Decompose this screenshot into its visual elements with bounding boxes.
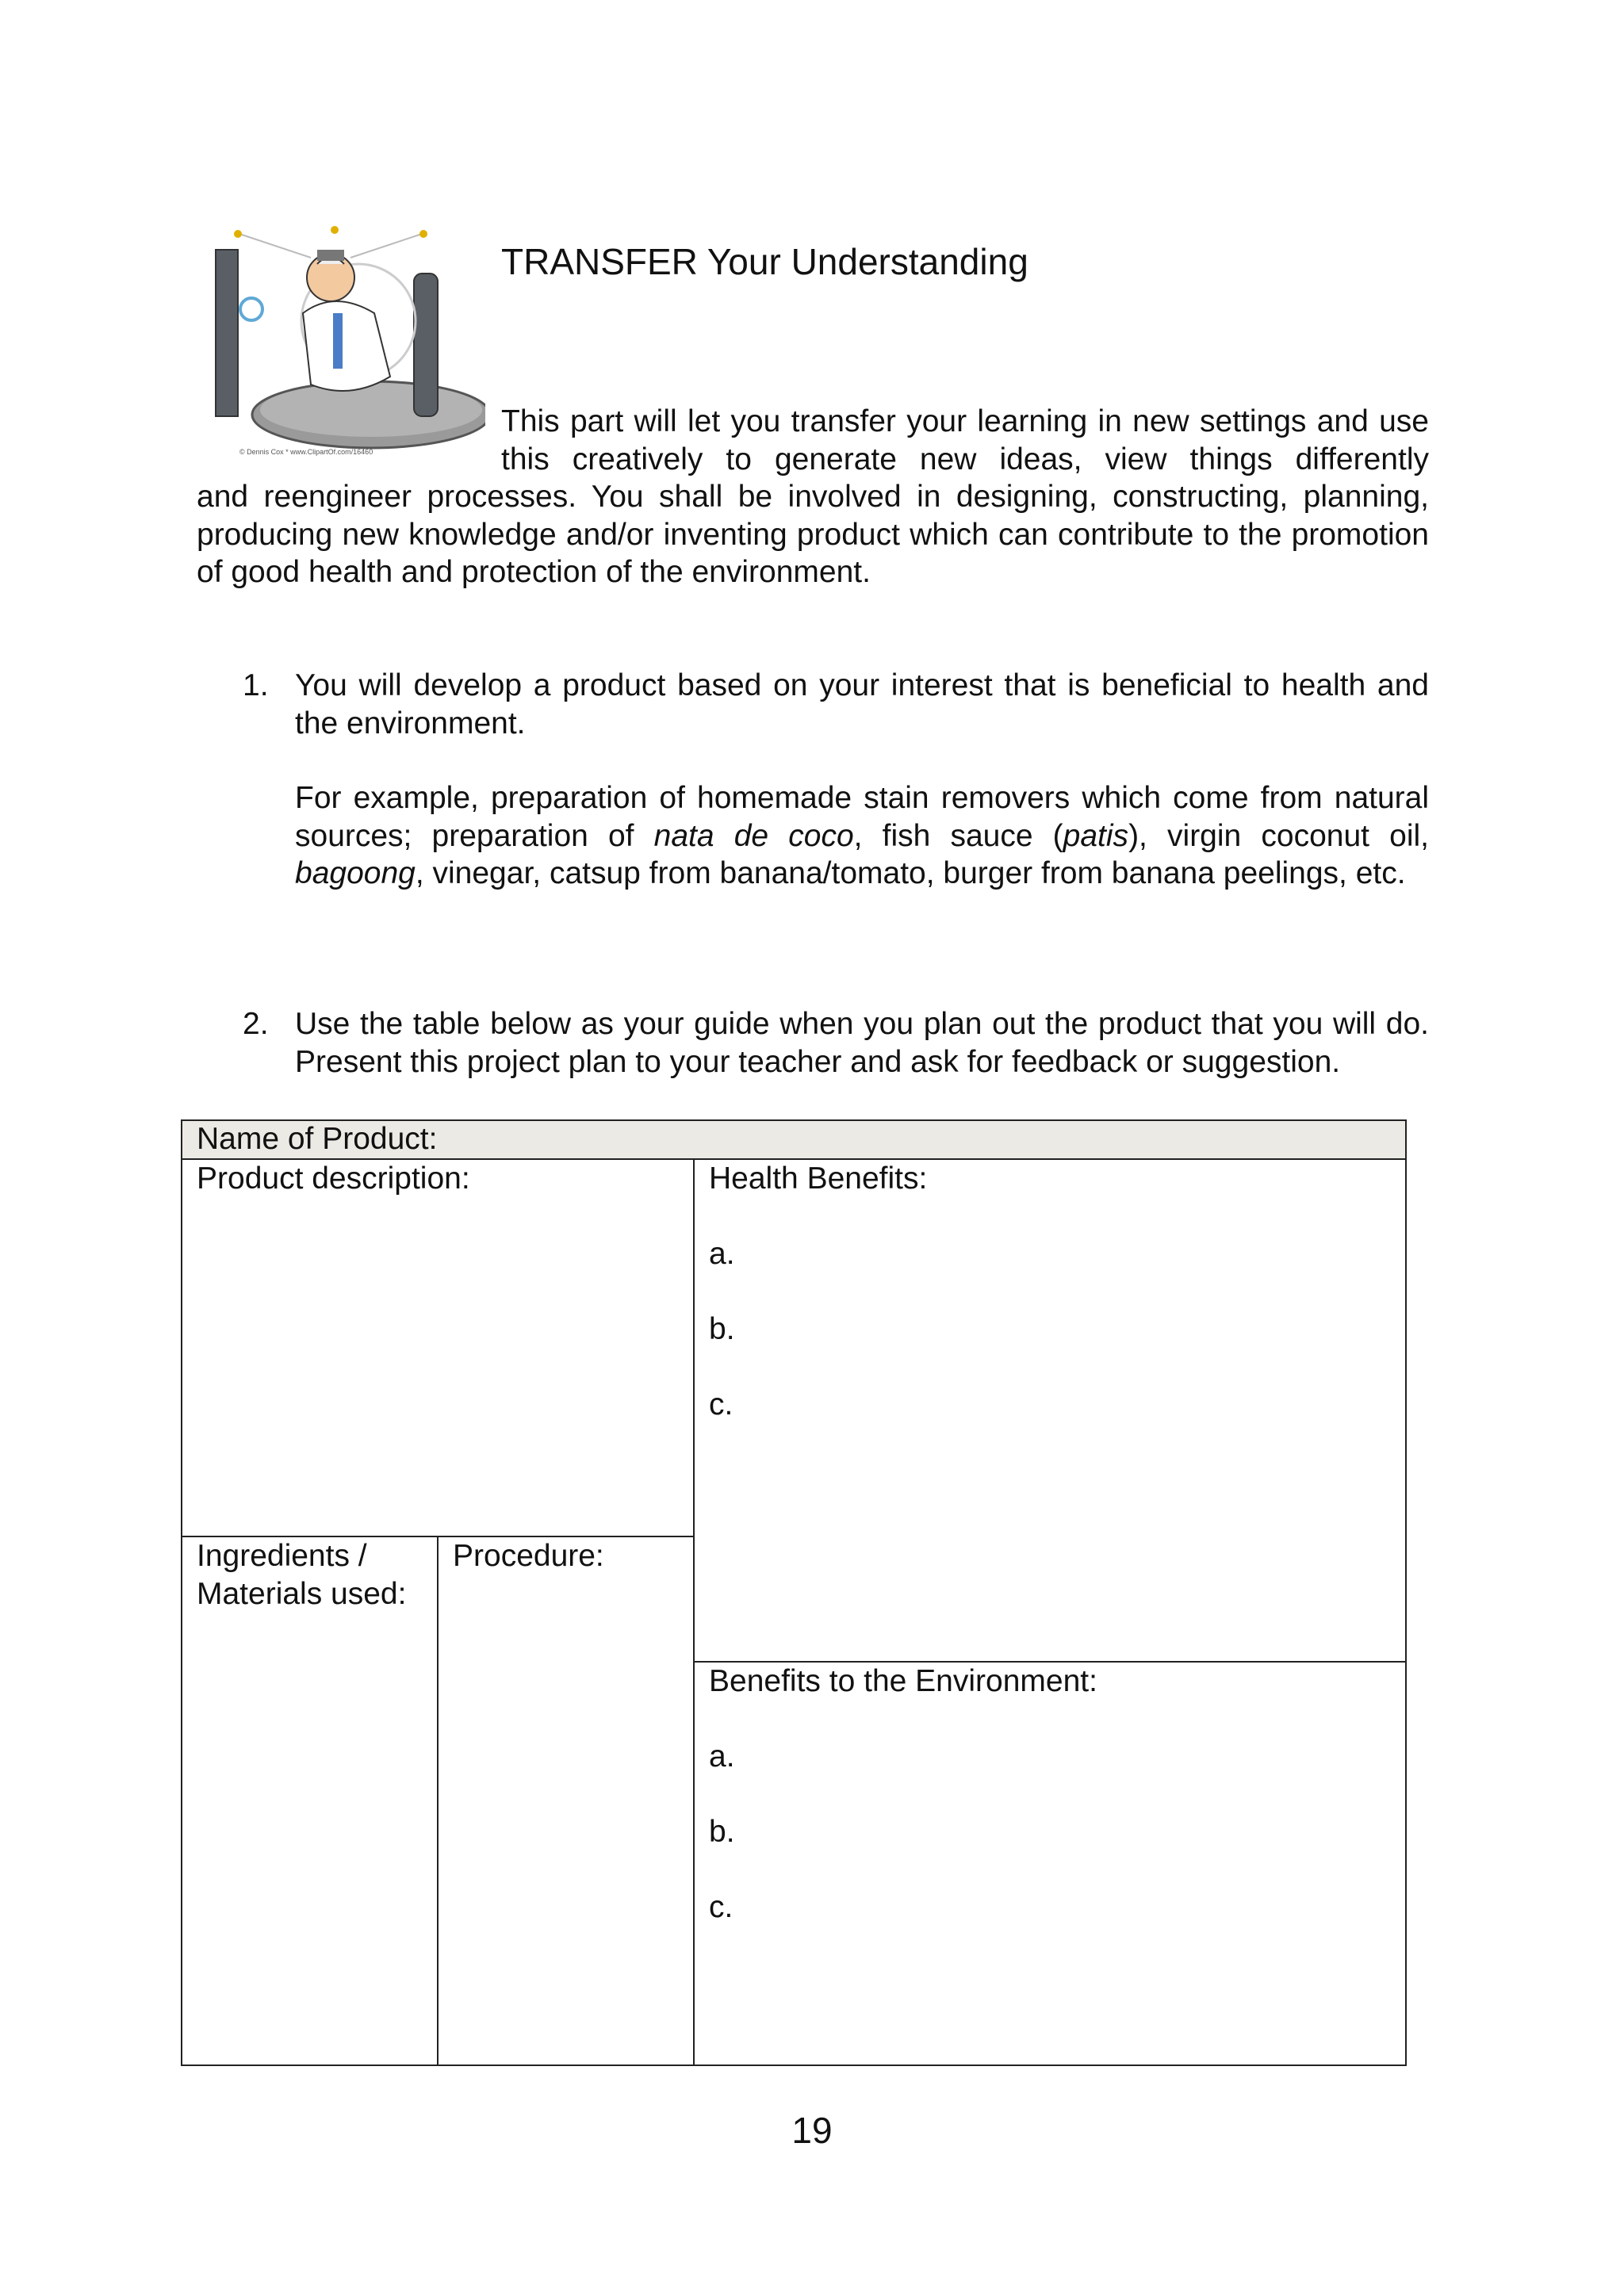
example-text: ), virgin coconut oil,: [1128, 818, 1429, 853]
procedure-label: Procedure:: [453, 1539, 604, 1573]
ingredients-label: [197, 1537, 406, 1613]
page-number: 19: [791, 2110, 833, 2151]
ingredients-label-line: Ingredients /: [197, 1539, 367, 1573]
item-text: Use the table below as your guide when you plan out the product that you will do. Present this project plan to your teacher and ask for feedback or suggestion.: [295, 1007, 1429, 1079]
item-number: 1.: [243, 668, 269, 702]
environment-benefit-item: a.: [709, 1739, 735, 1774]
intro-text-second: and reengineer processes. You shall be involved in designing, constructing, planning, producing new knowledge and/or inventing product which can contribute to the promotion of good health and protection of the environment.: [197, 480, 1429, 589]
environment-benefits-label: Benefits to the Environment:: [709, 1664, 1097, 1698]
example-text: For example, preparation of homemade stain removers which come from natural sources; preparation of: [295, 781, 1429, 853]
item-example: [295, 779, 1429, 893]
environment-benefit-item: c.: [709, 1890, 733, 1924]
environment-benefit-item: b.: [709, 1815, 735, 1849]
item-number: 2.: [243, 1007, 269, 1041]
scientist-clipart-icon: [184, 202, 485, 464]
intro-text-first: This part will let you transfer your learning in new settings and use this creatively to generate new ideas, view things differently: [501, 404, 1429, 476]
health-benefit-item: a.: [709, 1237, 735, 1271]
health-benefit-item: c.: [709, 1387, 733, 1422]
product-description-label: Product description:: [197, 1161, 470, 1196]
example-italic: patis: [1063, 818, 1129, 853]
example-text: , fish sauce (: [853, 818, 1063, 853]
item-text: You will develop a product based on your interest that is beneficial to health and the environment.: [295, 668, 1429, 740]
name-of-product-label: Name of Product:: [197, 1122, 438, 1156]
health-benefit-item: b.: [709, 1312, 735, 1346]
page-title: TRANSFER Your Understanding: [501, 241, 1028, 282]
example-text: , vinegar, catsup from banana/tomato, burger from banana peelings, etc.: [415, 856, 1406, 890]
clipart-credit: © Dennis Cox * www.ClipartOf.com/16460: [239, 448, 373, 456]
example-italic: nata de coco: [653, 818, 854, 853]
example-italic: bagoong: [295, 856, 416, 890]
health-benefits-label: Health Benefits:: [709, 1161, 928, 1196]
ingredients-label-line: Materials used:: [197, 1576, 407, 1611]
